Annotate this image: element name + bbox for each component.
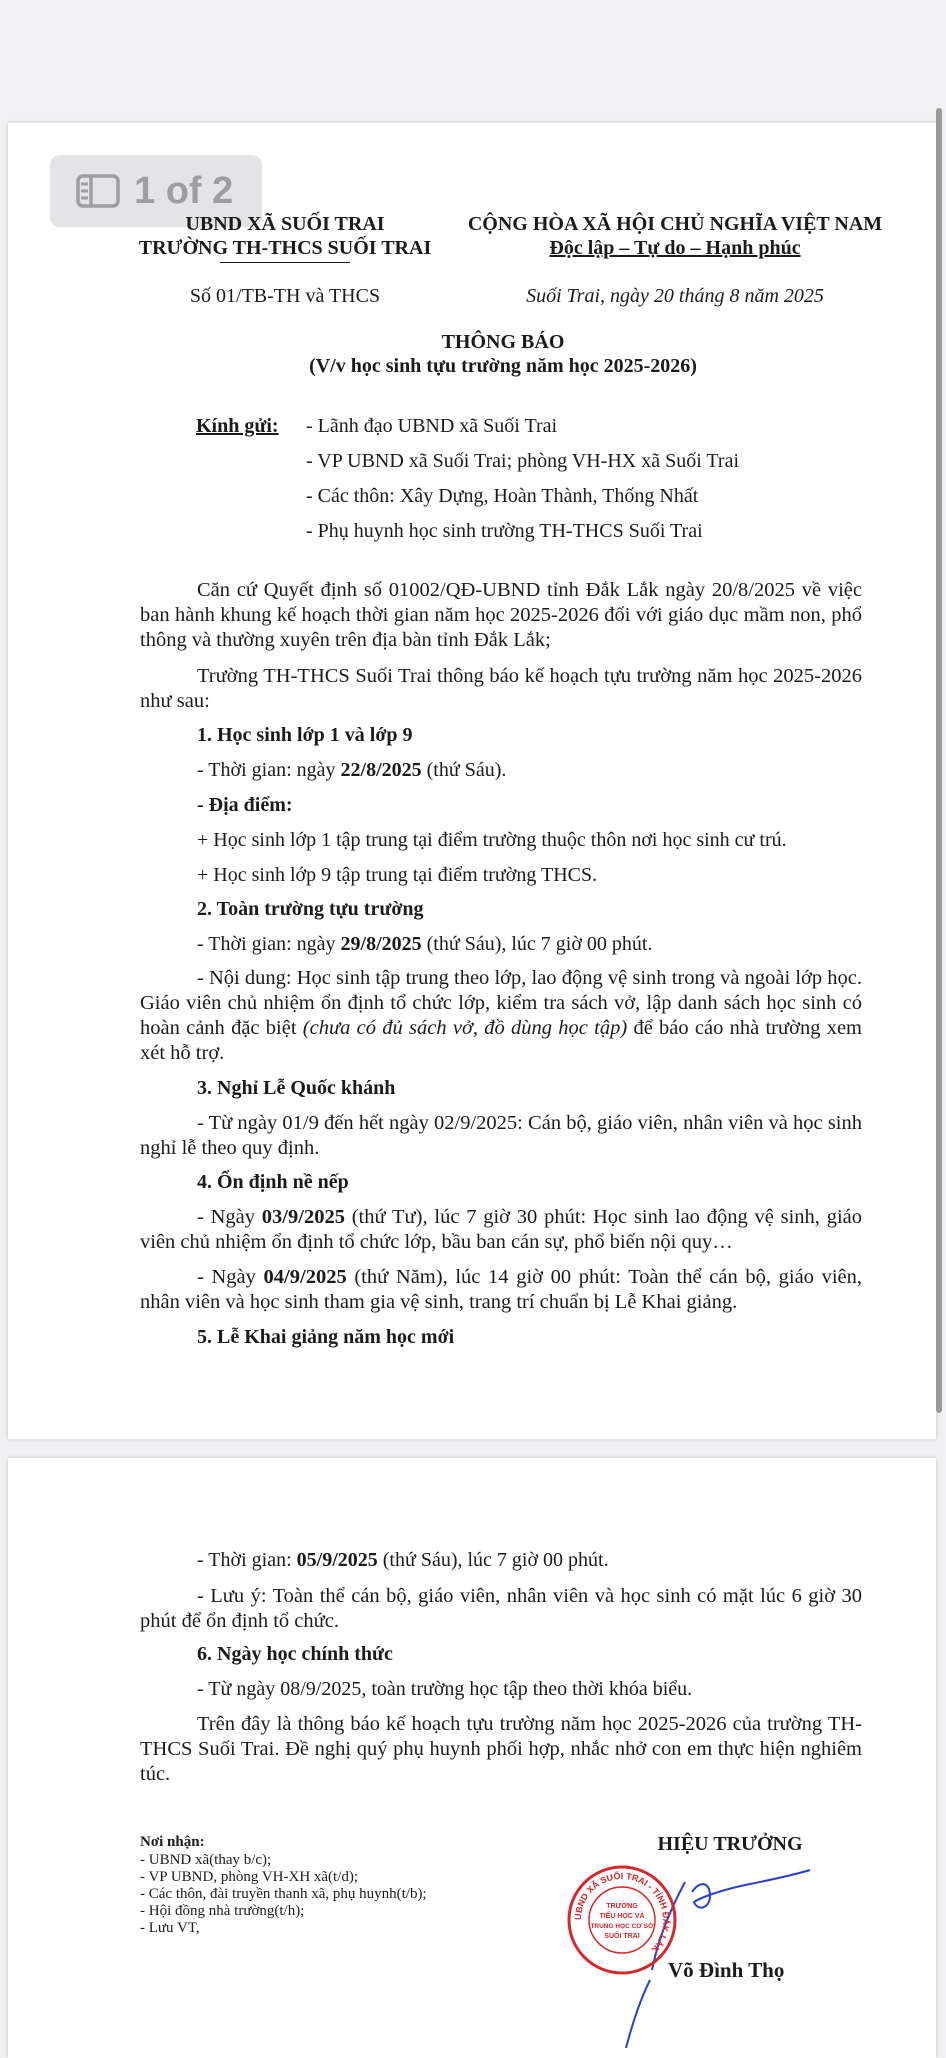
page-indicator-label: 1 of 2 — [134, 169, 234, 212]
recipient-item: - VP UBND xã Suối Trai; phòng VH-HX xã Suối Trai — [306, 450, 740, 472]
section-6-text: - Từ ngày 08/9/2025, toàn trường học tập theo thời khóa biểu. — [197, 1678, 693, 1700]
title-sub: (V/v học sinh tựu trường năm học 2025-2026) — [309, 355, 697, 377]
agency-underline — [220, 262, 350, 263]
receiver-item: - Các thôn, đài truyền thanh xã, phụ huynh(t/b); — [140, 1886, 427, 1902]
receiver-item: - Hội đồng nhà trường(t/h); — [140, 1903, 305, 1919]
section-1-place-label: - Địa điểm: — [197, 794, 293, 816]
section-1-time: - Thời gian: ngày 22/8/2025 (thứ Sáu). — [197, 759, 507, 781]
signer-title: HIỆU TRƯỞNG — [657, 1833, 803, 1855]
section-3-text: - Từ ngày 01/9 đến hết ngày 02/9/2025: Cán bộ, giáo viên, nhân viên và học sinh nghỉ lễ theo quy định. — [140, 1112, 862, 1159]
svg-text:SUỐI TRAI: SUỐI TRAI — [604, 1933, 640, 1940]
svg-text:TRƯỜNG: TRƯỜNG — [606, 1903, 638, 1910]
section-5-note: - Lưu ý: Toàn thể cán bộ, giáo viên, nhân viên và học sinh có mặt lúc 6 giờ 30 phút để ổn định tổ chức. — [140, 1585, 862, 1632]
recipient-item: - Các thôn: Xây Dựng, Hoàn Thành, Thống Nhất — [306, 485, 699, 507]
receiver-item: - Lưu VT, — [140, 1920, 200, 1936]
place-date: Suối Trai, ngày 20 tháng 8 năm 2025 — [526, 285, 824, 307]
recipients-label: Kính gửi: — [196, 415, 279, 437]
scrollbar[interactable] — [936, 108, 942, 1413]
section-1-place-2: + Học sinh lớp 9 tập trung tại điểm trường THCS. — [197, 864, 598, 886]
svg-text:TIỂU HỌC VÀ: TIỂU HỌC VÀ — [599, 1913, 645, 1920]
section-1-place-1: + Học sinh lớp 1 tập trung tại điểm trường thuộc thôn nơi học sinh cư trú. — [197, 829, 787, 851]
section-5-heading: 5. Lễ Khai giảng năm học mới — [197, 1326, 455, 1348]
basis-paragraph: Căn cứ Quyết định số 01002/QĐ-UBND tỉnh Đắk Lắk ngày 20/8/2025 về việc ban hành khung kế hoạch thời gian năm học 2025-2026 đối với giáo dục mầm non, phổ thông và thường xuyên trên địa bàn tỉnh Đắk Lắk; — [140, 579, 862, 651]
title-main: THÔNG BÁO — [441, 331, 565, 353]
page-thumbnails-icon — [76, 174, 120, 208]
closing-paragraph: Trên đây là thông báo kế hoạch tựu trường năm học 2025-2026 của trường TH-THCS Suối Trai. Đề nghị quý phụ huynh phối hợp, nhắc nhở con em thực hiện nghiêm túc. — [140, 1713, 862, 1785]
agency-line-1: UBND XÃ SUỐI TRAI — [185, 213, 385, 235]
signer-name: Võ Đình Thọ — [668, 1958, 785, 1982]
receiver-item: - UBND xã(thay b/c); — [140, 1852, 272, 1868]
svg-text:TRUNG HỌC CƠ SỞ: TRUNG HỌC CƠ SỞ — [590, 1923, 654, 1930]
section-2-heading: 2. Toàn trường tựu trường — [197, 898, 424, 920]
section-4-heading: 4. Ổn định nề nếp — [197, 1171, 349, 1193]
section-5-time: - Thời gian: 05/9/2025 (thứ Sáu), lúc 7 giờ 00 phút. — [197, 1549, 609, 1571]
recipient-item: - Phụ huynh học sinh trường TH-THCS Suối Trai — [306, 520, 703, 542]
agency-line-2: TRƯỜNG TH-THCS SUỐI TRAI — [138, 237, 432, 259]
school-seal — [566, 1864, 678, 1976]
recipient-item: - Lãnh đạo UBND xã Suối Trai — [306, 415, 558, 437]
nation-line-2: Độc lập – Tự do – Hạnh phúc — [549, 237, 801, 259]
section-4-item-a: - Ngày 03/9/2025 (thứ Tư), lúc 7 giờ 30 phút: Học sinh lao động vệ sinh, giáo viên chủ nhiệm ổn định tổ chức lớp, bầu ban cán sự, phổ biến nội quy… — [140, 1206, 862, 1253]
nation-line-1: CỘNG HÒA XÃ HỘI CHỦ NGHĨA VIỆT NAM — [467, 213, 883, 235]
section-4-item-b: - Ngày 04/9/2025 (thứ Năm), lúc 14 giờ 00 phút: Toàn thể cán bộ, giáo viên, nhân viên và học sinh tham gia vệ sinh, trang trí chuẩn bị Lễ Khai giảng. — [140, 1266, 862, 1313]
section-2-content: - Nội dung: Học sinh tập trung theo lớp, lao động vệ sinh trong và ngoài lớp học. Giáo viên chủ nhiệm ổn định tổ chức lớp, kiểm tra sách vở, lập danh sách học sinh có hoàn cảnh đặc biệt (chưa có đủ sách vở, đồ dùng học tập) để báo cáo nhà trường xem xét hỗ trợ. — [140, 967, 863, 1064]
receivers-label: Nơi nhận: — [140, 1834, 205, 1850]
section-2-time: - Thời gian: ngày 29/8/2025 (thứ Sáu), lúc 7 giờ 00 phút. — [197, 933, 653, 955]
section-3-heading: 3. Nghỉ Lễ Quốc khánh — [197, 1077, 396, 1099]
intro-paragraph: Trường TH-THCS Suối Trai thông báo kế hoạch tựu trường năm học 2025-2026 như sau: — [140, 665, 862, 712]
doc-number: Số 01/TB-TH và THCS — [189, 285, 381, 307]
section-6-heading: 6. Ngày học chính thức — [197, 1643, 393, 1665]
receiver-item: - VP UBND, phòng VH-XH xã(t/d); — [140, 1869, 359, 1885]
section-1-heading: 1. Học sinh lớp 1 và lớp 9 — [197, 724, 413, 746]
svg-text:UBND XÃ SUỐI TRAI - TỈNH ĐẮK L: UBND XÃ SUỐI TRAI - TỈNH ĐẮK LẮK — [572, 1870, 672, 1955]
